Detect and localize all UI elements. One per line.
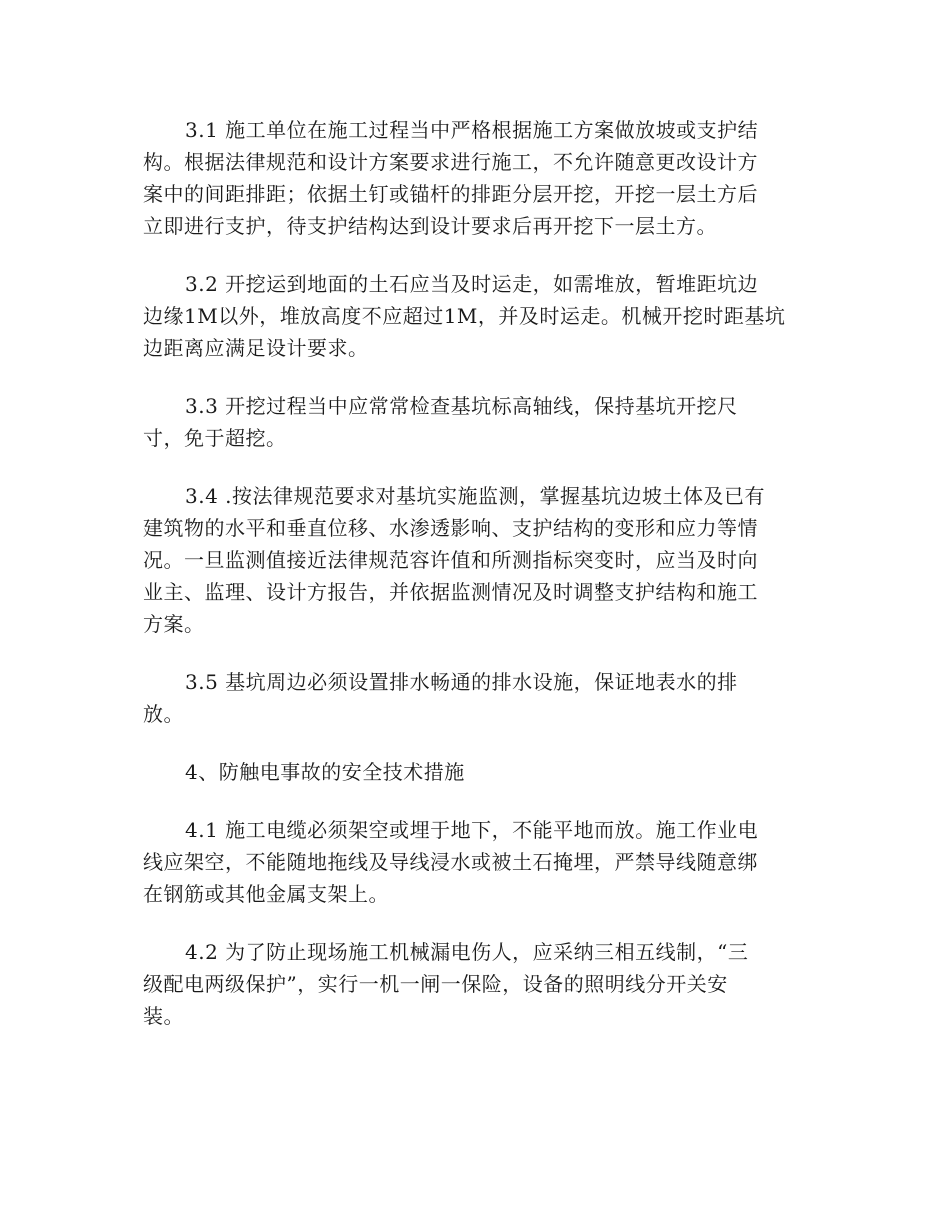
paragraph-3-3: 3.3 开挖过程当中应常常检查基坑标高轴线，保持基坑开挖尺 寸，免于超挖。 bbox=[143, 394, 738, 450]
section-heading-4: 4、防触电事故的安全技术措施 bbox=[185, 760, 465, 784]
paragraph-3-4: 3.4 .按法律规范要求对基坑实施监测，掌握基坑边坡土体及已有 建筑物的水平和垂直位移、水渗透影响、支护结构的变形和应力等情 况。一旦监测值接近法律规范容许值和所测指标突变时，应当及时向 业主、监理、设计方报告，并依据监测情况及时调整支护结构和施工 方案。 bbox=[143, 484, 766, 636]
paragraph-4-2: 4.2 为了防止现场施工机械漏电伤人，应采纳三相五线制，“三 级配电两级保护”，实行一机一闸一保险，设备的照明线分开关安 装。 bbox=[143, 940, 749, 1028]
paragraph-3-5: 3.5 基坑周边必须设置排水畅通的排水设施，保证地表水的排 放。 bbox=[143, 670, 738, 726]
paragraph-3-1: 3.1 施工单位在施工过程当中严格根据施工方案做放坡或支护结 构。根据法律规范和设计方案要求进行施工，不允许随意更改设计方 案中的间距排距；依据土钉或锚杆的排距分层开挖，开挖一层土方后 立即进行支护，待支护结构达到设计要求后再开挖下一层土方。 bbox=[143, 118, 759, 238]
document-body bbox=[143, 114, 807, 1058]
paragraph-3-2: 3.2 开挖运到地面的土石应当及时运走，如需堆放，暂堆距坑边 边缘1M以外，堆放高度不应超过1M，并及时运走。机械开挖时距基坑 边距离应满足设计要求。 bbox=[143, 272, 786, 360]
paragraph-4-1: 4.1 施工电缆必须架空或埋于地下，不能平地而放。施工作业电 线应架空，不能随地拖线及导线浸水或被土石掩埋，严禁导线随意绑 在钢筋或其他金属支架上。 bbox=[143, 818, 759, 906]
